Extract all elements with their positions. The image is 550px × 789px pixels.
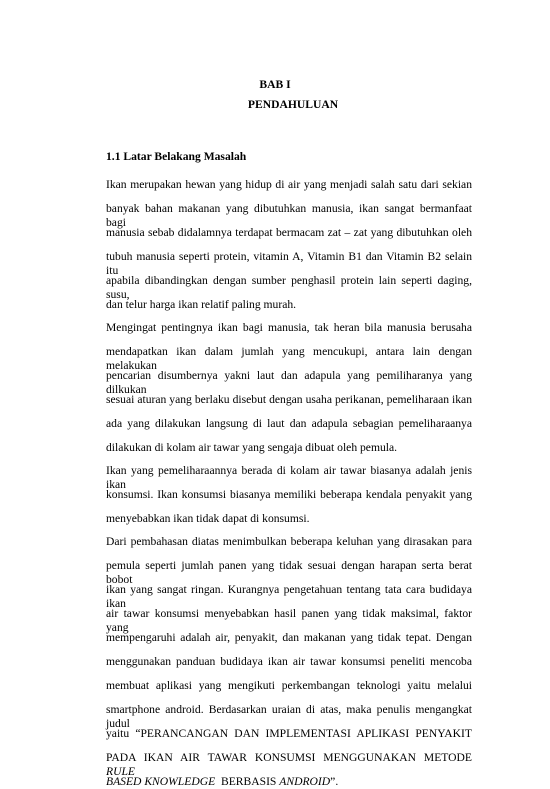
line-italic-text: RULE — [106, 765, 135, 778]
section-title: 1.1 Latar Belakang Masalah — [106, 150, 247, 163]
line-text: PADA IKAN AIR TAWAR KONSUMSI MENGGUNAKAN METODE — [106, 751, 472, 764]
paragraph-line: Ikan yang pemeliharaannya berada di kolam air tawar biasanya adalah jenis ikan — [106, 464, 472, 491]
line-text: ”. — [330, 775, 339, 788]
paragraph-line: konsumsi. Ikan konsumsi biasanya memiliki beberapa kendala penyakit yang — [106, 488, 472, 501]
paragraph-line: apabila dibandingkan dengan sumber penghasil protein lain seperti daging, susu, — [106, 274, 472, 301]
paragraph-line: tubuh manusia seperti protein, vitamin A, Vitamin B1 dan Vitamin B2 selain itu — [106, 250, 472, 277]
paragraph-line: air tawar konsumsi menyebabkan hasil panen yang tidak maksimal, faktor yang — [106, 607, 472, 634]
paragraph-line: menyebabkan ikan tidak dapat di konsumsi. — [106, 512, 310, 525]
paragraph-line: pemula seperti jumlah panen yang tidak sesuai dengan harapan serta berat bobot — [106, 559, 472, 586]
paragraph-line: membuat aplikasi yang mengikuti perkembangan teknologi yaitu melalui — [106, 679, 472, 692]
paragraph-line: Dari pembahasan diatas menimbulkan beberapa keluhan yang dirasakan para — [106, 535, 472, 548]
paragraph-line: mendapatkan ikan dalam jumlah yang mencukupi, antara lain dengan melakukan — [106, 345, 472, 372]
paragraph-line: dan telur harga ikan relatif paling murah. — [106, 298, 297, 311]
paragraph-line: pencarian disumbernya yakni laut dan adapula yang pemiliharanya yang dilkukan — [106, 369, 472, 396]
chapter-heading: BAB I — [259, 78, 291, 91]
line-italic-text: ANDROID — [279, 775, 331, 788]
line-text: BERBASIS — [215, 775, 280, 788]
paragraph-line: mempengaruhi adalah air, penyakit, dan makanan yang tidak tepat. Dengan — [106, 631, 472, 644]
chapter-title: PENDAHULUAN — [247, 98, 339, 111]
paragraph-line: menggunakan panduan budidaya ikan air tawar konsumsi peneliti mencoba — [106, 655, 472, 668]
paragraph-line: yaitu “PERANCANGAN DAN IMPLEMENTASI APLIKASI PENYAKIT — [106, 727, 472, 740]
paragraph-line: sesuai aturan yang berlaku disebut dengan usaha perikanan, pemeliharaan ikan — [106, 393, 472, 406]
line-italic-text: BASED KNOWLEDGE — [106, 775, 216, 788]
paragraph-line: dilakukan di kolam air tawar yang sengaja dibuat oleh pemula. — [106, 441, 398, 454]
paragraph-line: smartphone android. Berdasarkan uraian di atas, maka penulis mengangkat judul — [106, 703, 472, 730]
paragraph-line: banyak bahan makanan yang dibutuhkan manusia, ikan sangat bermanfaat bagi — [106, 202, 472, 229]
paragraph-line: Ikan merupakan hewan yang hidup di air yang menjadi salah satu dari sekian — [106, 178, 472, 191]
paragraph-line: ada yang dilakukan langsung di laut dan adapula sebagian pemeliharaanya — [106, 417, 472, 430]
paragraph-line: ikan yang sangat ringan. Kurangnya pengetahuan tentang tata cara budidaya ikan — [106, 583, 472, 610]
paragraph-line: manusia sebab didalamnya terdapat bermacam zat – zat yang dibutuhkan oleh — [106, 226, 472, 239]
paragraph-line — [106, 775, 472, 789]
paragraph-line: Mengingat pentingnya ikan bagi manusia, tak heran bila manusia berusaha — [106, 321, 472, 334]
